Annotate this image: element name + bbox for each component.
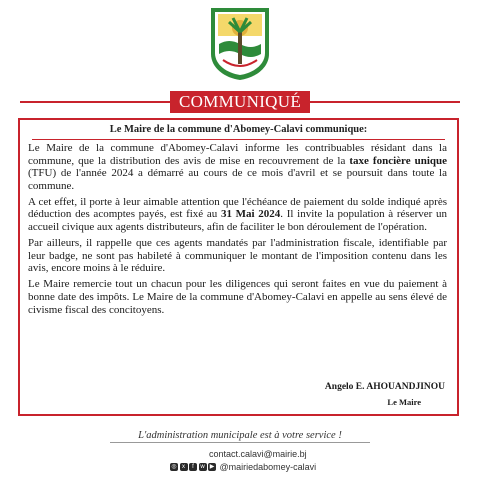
x-icon[interactable]: x (180, 463, 188, 471)
signatory-title: Le Maire (387, 397, 421, 407)
facebook-icon[interactable]: f (189, 463, 197, 471)
notice-body (28, 142, 447, 320)
paragraph-3: Par ailleurs, il rappelle que ces agents mandatés par l'administration fiscale, identifiable par leur badge, ne sont pas habileté à communiquer le montant de l'imposition contenu dans les avis, encore moins à le réduire. (28, 237, 447, 275)
paragraph-2-text-end: . Il invite la population à réserver un accueil civique aux agents distributeurs, afin de faciliter le bon déroulement de l'opération. (28, 208, 447, 234)
subtitle-rule (32, 139, 445, 140)
paragraph-1-text: Le Maire de la commune d'Abomey-Calavi informe les contribuables résidant dans la commune, que la distribution des avis de mise en recouvrement de la (28, 142, 447, 167)
communique-banner (0, 91, 480, 113)
abomey-calavi-municipal-seal-icon (205, 2, 275, 82)
service-note: L'administration municipale est à votre service ! (138, 430, 342, 441)
contact-email[interactable]: contact.calavi@mairie.bj (209, 449, 307, 459)
paragraph-1 (28, 142, 447, 192)
social-handle[interactable]: @mairiedabomey-calavi (219, 462, 317, 472)
paragraph-4: Le Maire remercie tout un chacun pour les diligences qui seront faites en vue du paiement à bonne date des impôts. Le Maire de la commune d'Abomey-Calavi en appelle au sens élevé de civisme fiscal des concitoyens. (28, 278, 447, 316)
tax-name-emphasis: taxe foncière unique (349, 154, 447, 167)
paragraph-2 (28, 196, 447, 234)
youtube-icon[interactable]: ▶ (209, 464, 215, 470)
instagram-icon[interactable]: ◎ (171, 464, 177, 470)
paragraph-1-text-end: (TFU) de l'année 2024 a démarré au cours de ce mois d'avril et se poursuit dans toute la commune. (28, 167, 447, 192)
deadline-date-emphasis: 31 Mai 2024 (220, 208, 281, 221)
notice-subtitle: Le Maire de la commune d'Abomey-Calavi communique: (109, 124, 368, 135)
signatory-name: Angelo E. AHOUANDJINOU (324, 382, 445, 392)
whatsapp-icon[interactable]: w (200, 464, 205, 470)
social-links (170, 462, 316, 472)
paragraph-2-text: A cet effet, il porte à leur aimable attention que l'échéance de paiement du solde indiqué après déduction des acomptes payés, est fixé au (28, 195, 447, 221)
notice-box (18, 118, 459, 416)
banner-label: COMMUNIQUÉ (170, 91, 310, 113)
footer-rule (110, 442, 370, 443)
